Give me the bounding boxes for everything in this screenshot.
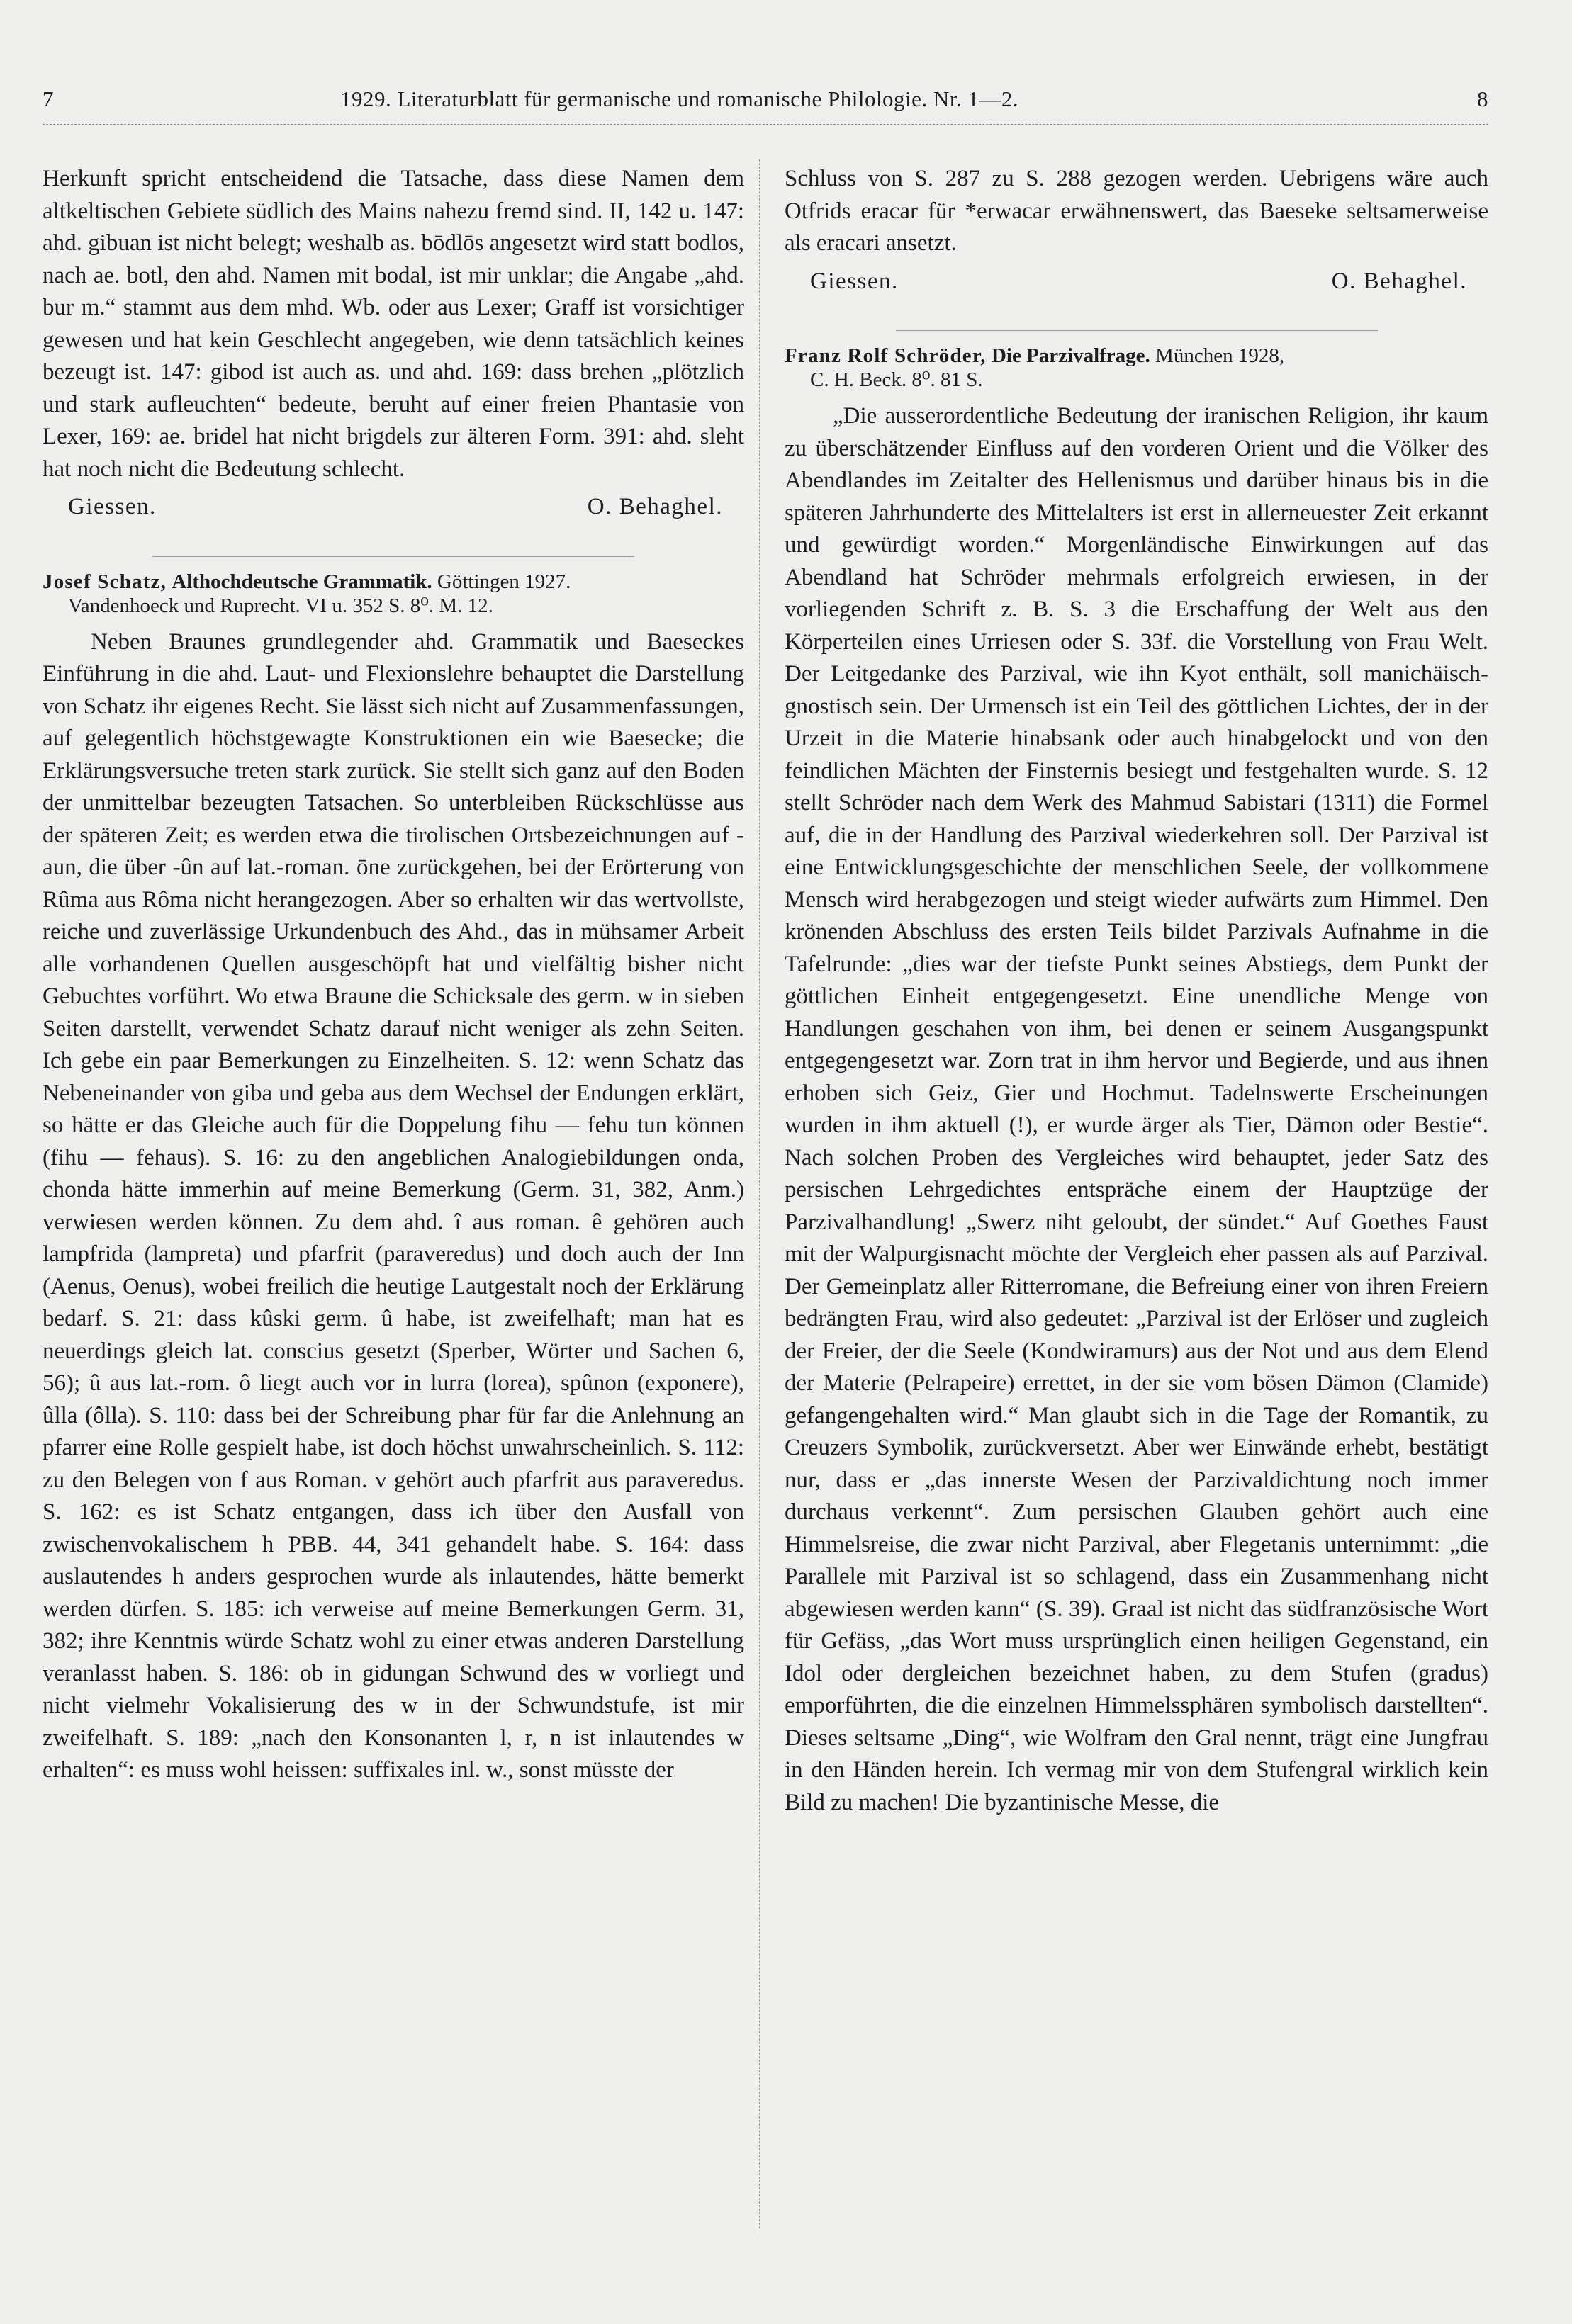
review-book-title: Althochdeutsche Grammatik. bbox=[172, 570, 432, 593]
review-publication-place: Göttingen 1927. bbox=[437, 570, 571, 593]
review-body-paragraph: „Die ausserordentliche Bedeutung der iranischen Religion, ihr kaum zu überschätzender Einfluss auf den vorderen Orient und die Völker des Abendlandes im Zeitalter des Hellenismus und darüber hinaus bis in die späteren Jahrhunderte des Mittelalters ist erst in allerneuester Zeit erkannt und gewürdigt worden.“ Morgenländische Einwirkungen auf das Abendland hat Schröder mehrmals erfolgreich erwiesen, in der vorliegenden Schrift z. B. S. 3 die Erschaffung der Welt aus den Körperteilen eines Urriesen oder S. 33f. die Vorstellung von Frau Welt. Der Leitgedanke des Parzival, wie ihn Kyot enthält, soll manichäisch-gnostisch sein. Der Urmensch ist ein Teil des göttlichen Lichtes, der in der Urzeit in die Materie hinabsank oder auch hinabgelockt und von den feindlichen Mächten der Finsternis besiegt und festgehalten wurde. S. 12 stellt Schröder nach dem Werk des Mahmud Sabistari (1311) die Formel auf, die in der Handlung des Parzival wiederkehren soll. Der Parzival ist eine Entwicklungsgeschichte der menschlichen Seele, der vollkommene Mensch wird herabgezogen und steigt wieder aufwärts zum Himmel. Den krönenden Abschluss des ersten Teils bildet Parzivals Aufnahme in die Tafelrunde: „dies war der tiefste Punkt seines Abstiegs, dem Punkt der göttlichen Einheit entgegengesetzt. Eine unendliche Menge von Handlungen geschahen von ihm, bei denen er seinem Ausgangspunkt entgegengesetzt war. Zorn trat in ihm hervor und Begierde, und aus ihnen erhoben sich Geiz, Gier und Hochmut. Tadelnswerte Erscheinungen wurden in ihm aktuell (!), er wurde ärger als Tier, Dämon oder Bestie“. Nach solchen Proben des Vergleiches wird behauptet, jeder Satz des persischen Lehrgedichtes entspräche einem der Hauptzüge der Parzivalhandlung! „Swerz niht geloubt, der sündet.“ Auf Goethes Faust mit der Walpurgisnacht möchte der Vergleich eher passen als auf Parzival. Der Gemeinplatz aller Ritterromane, die Befreiung einer von ihren Freiern bedrängten Frau, wird also gedeutet: „Parzival ist der Erlöser und zugleich der Freier, der die Seele (Kondwiramurs) aus der Not und aus dem Elend der Materie (Pelrapeire) errettet, in der sie vom bösen Dämon (Clamide) gefangengehalten wird.“ Man glaubt sich in die Tage der Romantik, zu Creuzers Symbolik, zurückversetzt. Aber wer Einwände erhebt, bestätigt nur, dass er „das innerste Wesen der Parzivaldichtung noch immer durchaus verkennt“. Zum persischen Glauben gehört auch eine Himmelsreise, die zwar nicht Parzival, aber Flegetanis unternimmt: „die Parallele mit Parzival ist so schlagend, dass ein Zusammenhang nicht abgewiesen werden kann“ (S. 39). Graal ist nicht das südfranzösische Wort für Gefäss, „das Wort muss ursprünglich einen heiligen Gegenstand, ein Idol oder dergleichen bezeichnet haben, zu dem Stufen (gradus) emporführten, die die einzelnen Himmelssphären symbolisch darstellten“. Dieses seltsame „Ding“, wie Wolfram den Gral nennt, trägt eine Jungfrau in den Händen herein. Ich vermag mir von dem Stufengral wirklich kein Bild zu machen! Die byzantinische Messe, die bbox=[785, 403, 1488, 1815]
column-divider bbox=[759, 159, 760, 2228]
review-book-title: Die Parzivalfrage. bbox=[991, 344, 1150, 367]
review-heading bbox=[785, 344, 1488, 392]
review-heading bbox=[43, 570, 744, 618]
review-author: Josef Schatz, bbox=[43, 570, 167, 593]
review-end-paragraph: Schluss von S. 287 zu S. 288 gezogen werden. Uebrigens wäre auch Otfrids eracar für *erwacar erwähnenswert, das Baeseke seltsamerweise als eracari ansetzt. bbox=[785, 166, 1488, 256]
signature bbox=[785, 266, 1488, 298]
journal-title: 1929. Literaturblatt für germanische und romanische Philologie. Nr. 1—2. bbox=[340, 86, 1019, 111]
review-continuation-paragraph: Herkunft spricht entscheidend die Tatsache, dass diese Namen dem altkeltischen Gebiete südlich des Mains nahezu fremd sind. II, 142 u. 147: ahd. gibuan ist nicht belegt; weshalb as. bōdlōs angesetzt wird statt bodlos, nach ae. botl, den ahd. Namen mit bodal, ist mir unklar; die Angabe „ahd. bur m.“ stammt aus dem mhd. Wb. oder aus Lexer; Graff ist vorsichtiger gewesen und hat kein Geschlecht angegeben, wie denn tatsächlich keines bezeugt ist. 147: gibod ist auch as. und ahd. 169: dass brehen „plötzlich und stark aufleuchten“ bedeute, beruht auf einer freien Phantasie von Lexer, 169: ae. bridel hat nicht brigdels zur älteren Form. 391: ahd. sleht hat noch nicht die Bedeutung schlecht. bbox=[43, 166, 744, 482]
signature-name: O. Behaghel. bbox=[1331, 268, 1467, 294]
right-column bbox=[785, 163, 1488, 1819]
page-number-right: 8 bbox=[1477, 86, 1488, 111]
signature bbox=[43, 491, 744, 524]
section-divider bbox=[896, 330, 1378, 331]
running-header bbox=[43, 86, 1488, 122]
review-publication-details: Vandenhoeck und Ruprecht. VI u. 352 S. 8⁰. M. 12. bbox=[68, 594, 493, 617]
signature-place: Giessen. bbox=[810, 268, 899, 294]
review-publication-details: C. H. Beck. 8⁰. 81 S. bbox=[810, 368, 983, 391]
header-divider bbox=[43, 124, 1488, 125]
signature-name: O. Behaghel. bbox=[587, 494, 723, 519]
page-number-left: 7 bbox=[43, 86, 54, 111]
review-body-paragraph: Neben Braunes grundlegender ahd. Grammatik und Baeseckes Einführung in die ahd. Laut- und Flexionslehre behauptet die Darstellung von Schatz ihr eigenes Recht. Sie lässt sich nicht auf Zusammenfassungen, auf gelegentlich höchstgewagte Konstruktionen ein wie Baesecke; die Erklärungsversuche treten stark zurück. Sie stellt sich ganz auf den Boden der unmittelbar bezeugten Tatsachen. So unterbleiben Rückschlüsse aus der späteren Zeit; es werden etwa die tirolischen Ortsbezeichnungen auf -aun, die über -ûn auf lat.-roman. ōne zurückgehen, bei der Erörterung von Rûma aus Rôma nicht herangezogen. Aber so erhalten wir das wertvollste, reiche und zuverlässige Urkundenbuch des Ahd., das in mühsamer Arbeit alle vorhandenen Quellen ausgeschöpft hat und vielfältig bisher nicht Gebuchtes vorführt. Wo etwa Braune die Schicksale des germ. w in sieben Seiten darstellt, verwendet Schatz darauf nicht weniger als zehn Seiten. Ich gebe ein paar Bemerkungen zu Einzelheiten. S. 12: wenn Schatz das Nebeneinander von giba und geba aus dem Wechsel der Endungen erklärt, so hätte er das Gleiche auch für die Doppelung fihu — fehu tun können (fihu — fehaus). S. 16: zu den angeblichen Analogiebildungen onda, chonda hätte immerhin auf meine Bemerkung (Germ. 31, 382, Anm.) verwiesen werden können. Zu dem ahd. î aus roman. ê gehören auch lampfrida (lampreta) und pfarfrit (paraveredus) und doch auch der Inn (Aenus, Oenus), wobei freilich die heutige Lautgestalt noch der Erklärung bedarf. S. 21: dass kûski germ. û habe, ist zweifelhaft; man hat es neuerdings gleich lat. conscius gesetzt (Sperber, Wörter und Sachen 6, 56); û aus lat.-rom. ô liegt auch vor in lurra (lorea), spûnon (exponere), ûlla (ôlla). S. 110: dass bei der Schreibung phar für far die Anlehnung an pfarrer eine Rolle gespielt habe, ist doch höchst unwahrscheinlich. S. 112: zu den Belegen von f aus Roman. v gehört auch pfarfrit aus paraveredus. S. 162: es ist Schatz entgangen, dass ich über den Ausfall von zwischenvokalischem h PBB. 44, 341 gehandelt habe. S. 164: dass auslautendes h anders gesprochen wurde als inlautendes, hätte bemerkt werden dürfen. S. 185: ich verweise auf meine Bemerkungen Germ. 31, 382; ihre Kenntnis würde Schatz wohl zu einer etwas anderen Darstellung veranlasst haben. S. 186: ob in gidungan Schwund des w vorliegt und nicht vielmehr Vokalisierung des w in der Schwundstufe, ist mir zweifelhaft. S. 189: „nach den Konsonanten l, r, n ist inlautendes w erhalten“: es muss wohl heissen: suffixales inl. w., sonst müsste der bbox=[43, 628, 744, 1783]
review-publication-place: München 1928, bbox=[1155, 344, 1285, 367]
signature-place: Giessen. bbox=[68, 494, 157, 519]
section-divider bbox=[152, 556, 634, 557]
review-author: Franz Rolf Schröder, bbox=[785, 344, 987, 367]
left-column bbox=[43, 163, 744, 1787]
